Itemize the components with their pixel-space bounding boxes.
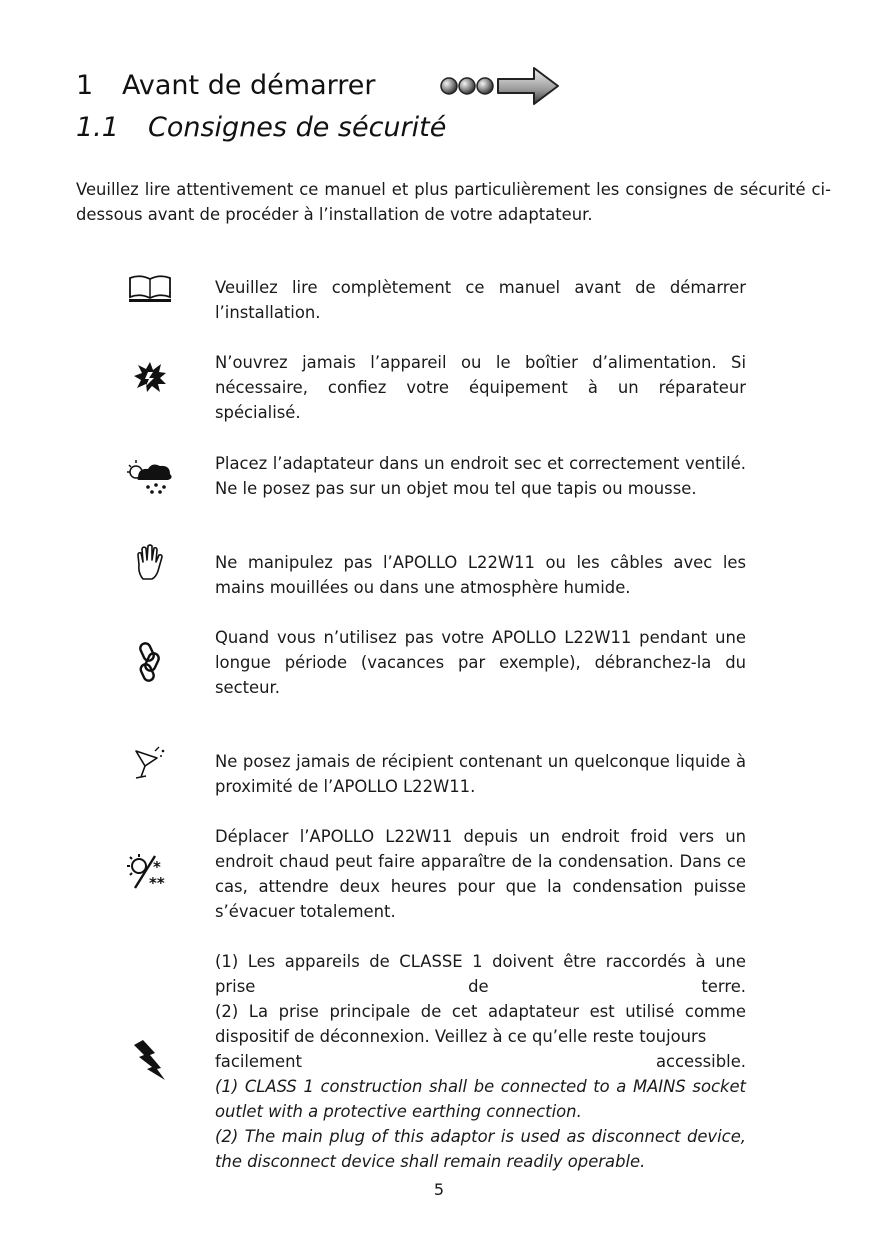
page-number: 5 xyxy=(433,1180,445,1199)
explosion-icon xyxy=(120,347,180,407)
weather-icon xyxy=(120,446,180,506)
notice-fr-1b: prise de terre. xyxy=(215,977,746,996)
chapter-heading xyxy=(76,70,375,101)
arrow-icon xyxy=(436,64,562,112)
lightning-icon xyxy=(120,1030,180,1090)
book-icon xyxy=(120,258,180,318)
section-heading xyxy=(76,112,446,143)
section-number: 1.1 xyxy=(76,112,119,143)
safety-item-condensation: Déplacer l’APOLLO L22W11 depuis un endroit froid vers un endroit chaud peut faire apparaître de la condensation. Dans ce cas, attendre deux heures pour que la condensation puisse s’évacuer totalement. xyxy=(215,827,746,921)
notice-fr-2a: (2) La prise principale de cet adaptateur est utilisé comme dispositif de déconnexion. Veillez à ce qu’elle reste toujours xyxy=(215,1002,746,1046)
intro-paragraph: Veuillez lire attentivement ce manuel et plus particulièrement les consignes de sécurité ci-dessous avant de procéder à l’installation de votre adaptateur. xyxy=(76,180,831,224)
notice-en-2: (2) The main plug of this adaptor is used as disconnect device, the disconnect device shall remain readily operable. xyxy=(215,1127,746,1171)
svg-text:*: * xyxy=(153,858,161,876)
safety-item-dry-place: Placez l’adaptateur dans un endroit sec et correctement ventilé. Ne le posez pas sur un objet mou tel que tapis ou mousse. xyxy=(215,454,746,498)
safety-item-liquids: Ne posez jamais de récipient contenant un quelconque liquide à proximité de l’APOLLO L22W11. xyxy=(215,752,746,796)
notice-en-1: (1) CLASS 1 construction shall be connected to a MAINS socket outlet with a protective earthing connection. xyxy=(215,1077,746,1121)
svg-text:**: ** xyxy=(149,874,165,892)
chapter-number: 1 xyxy=(76,70,94,101)
chain-icon xyxy=(120,632,180,692)
section-title: Consignes de sécurité xyxy=(148,112,447,143)
sun-snow-icon xyxy=(120,842,180,902)
class-notice xyxy=(215,949,746,1174)
hand-icon xyxy=(120,532,180,592)
safety-item-wet-hands: Ne manipulez pas l’APOLLO L22W11 ou les câbles avec les mains mouillées ou dans une atmosphère humide. xyxy=(215,553,746,597)
safety-item-read-manual: Veuillez lire complètement ce manuel avant de démarrer l’installation. xyxy=(215,278,746,322)
safety-item-unplug: Quand vous n’utilisez pas votre APOLLO L22W11 pendant une longue période (vacances par exemple), débranchez-la du secteur. xyxy=(215,628,746,697)
chapter-title: Avant de démarrer xyxy=(122,70,376,101)
safety-item-do-not-open: N’ouvrez jamais l’appareil ou le boîtier d’alimentation. Si nécessaire, confiez votre équipement à un réparateur spécialisé. xyxy=(215,353,746,422)
glass-icon xyxy=(120,733,180,793)
notice-fr-2b: facilement accessible. xyxy=(215,1052,746,1071)
notice-fr-1a: (1) Les appareils de CLASSE 1 doivent être raccordés à une xyxy=(215,952,746,971)
